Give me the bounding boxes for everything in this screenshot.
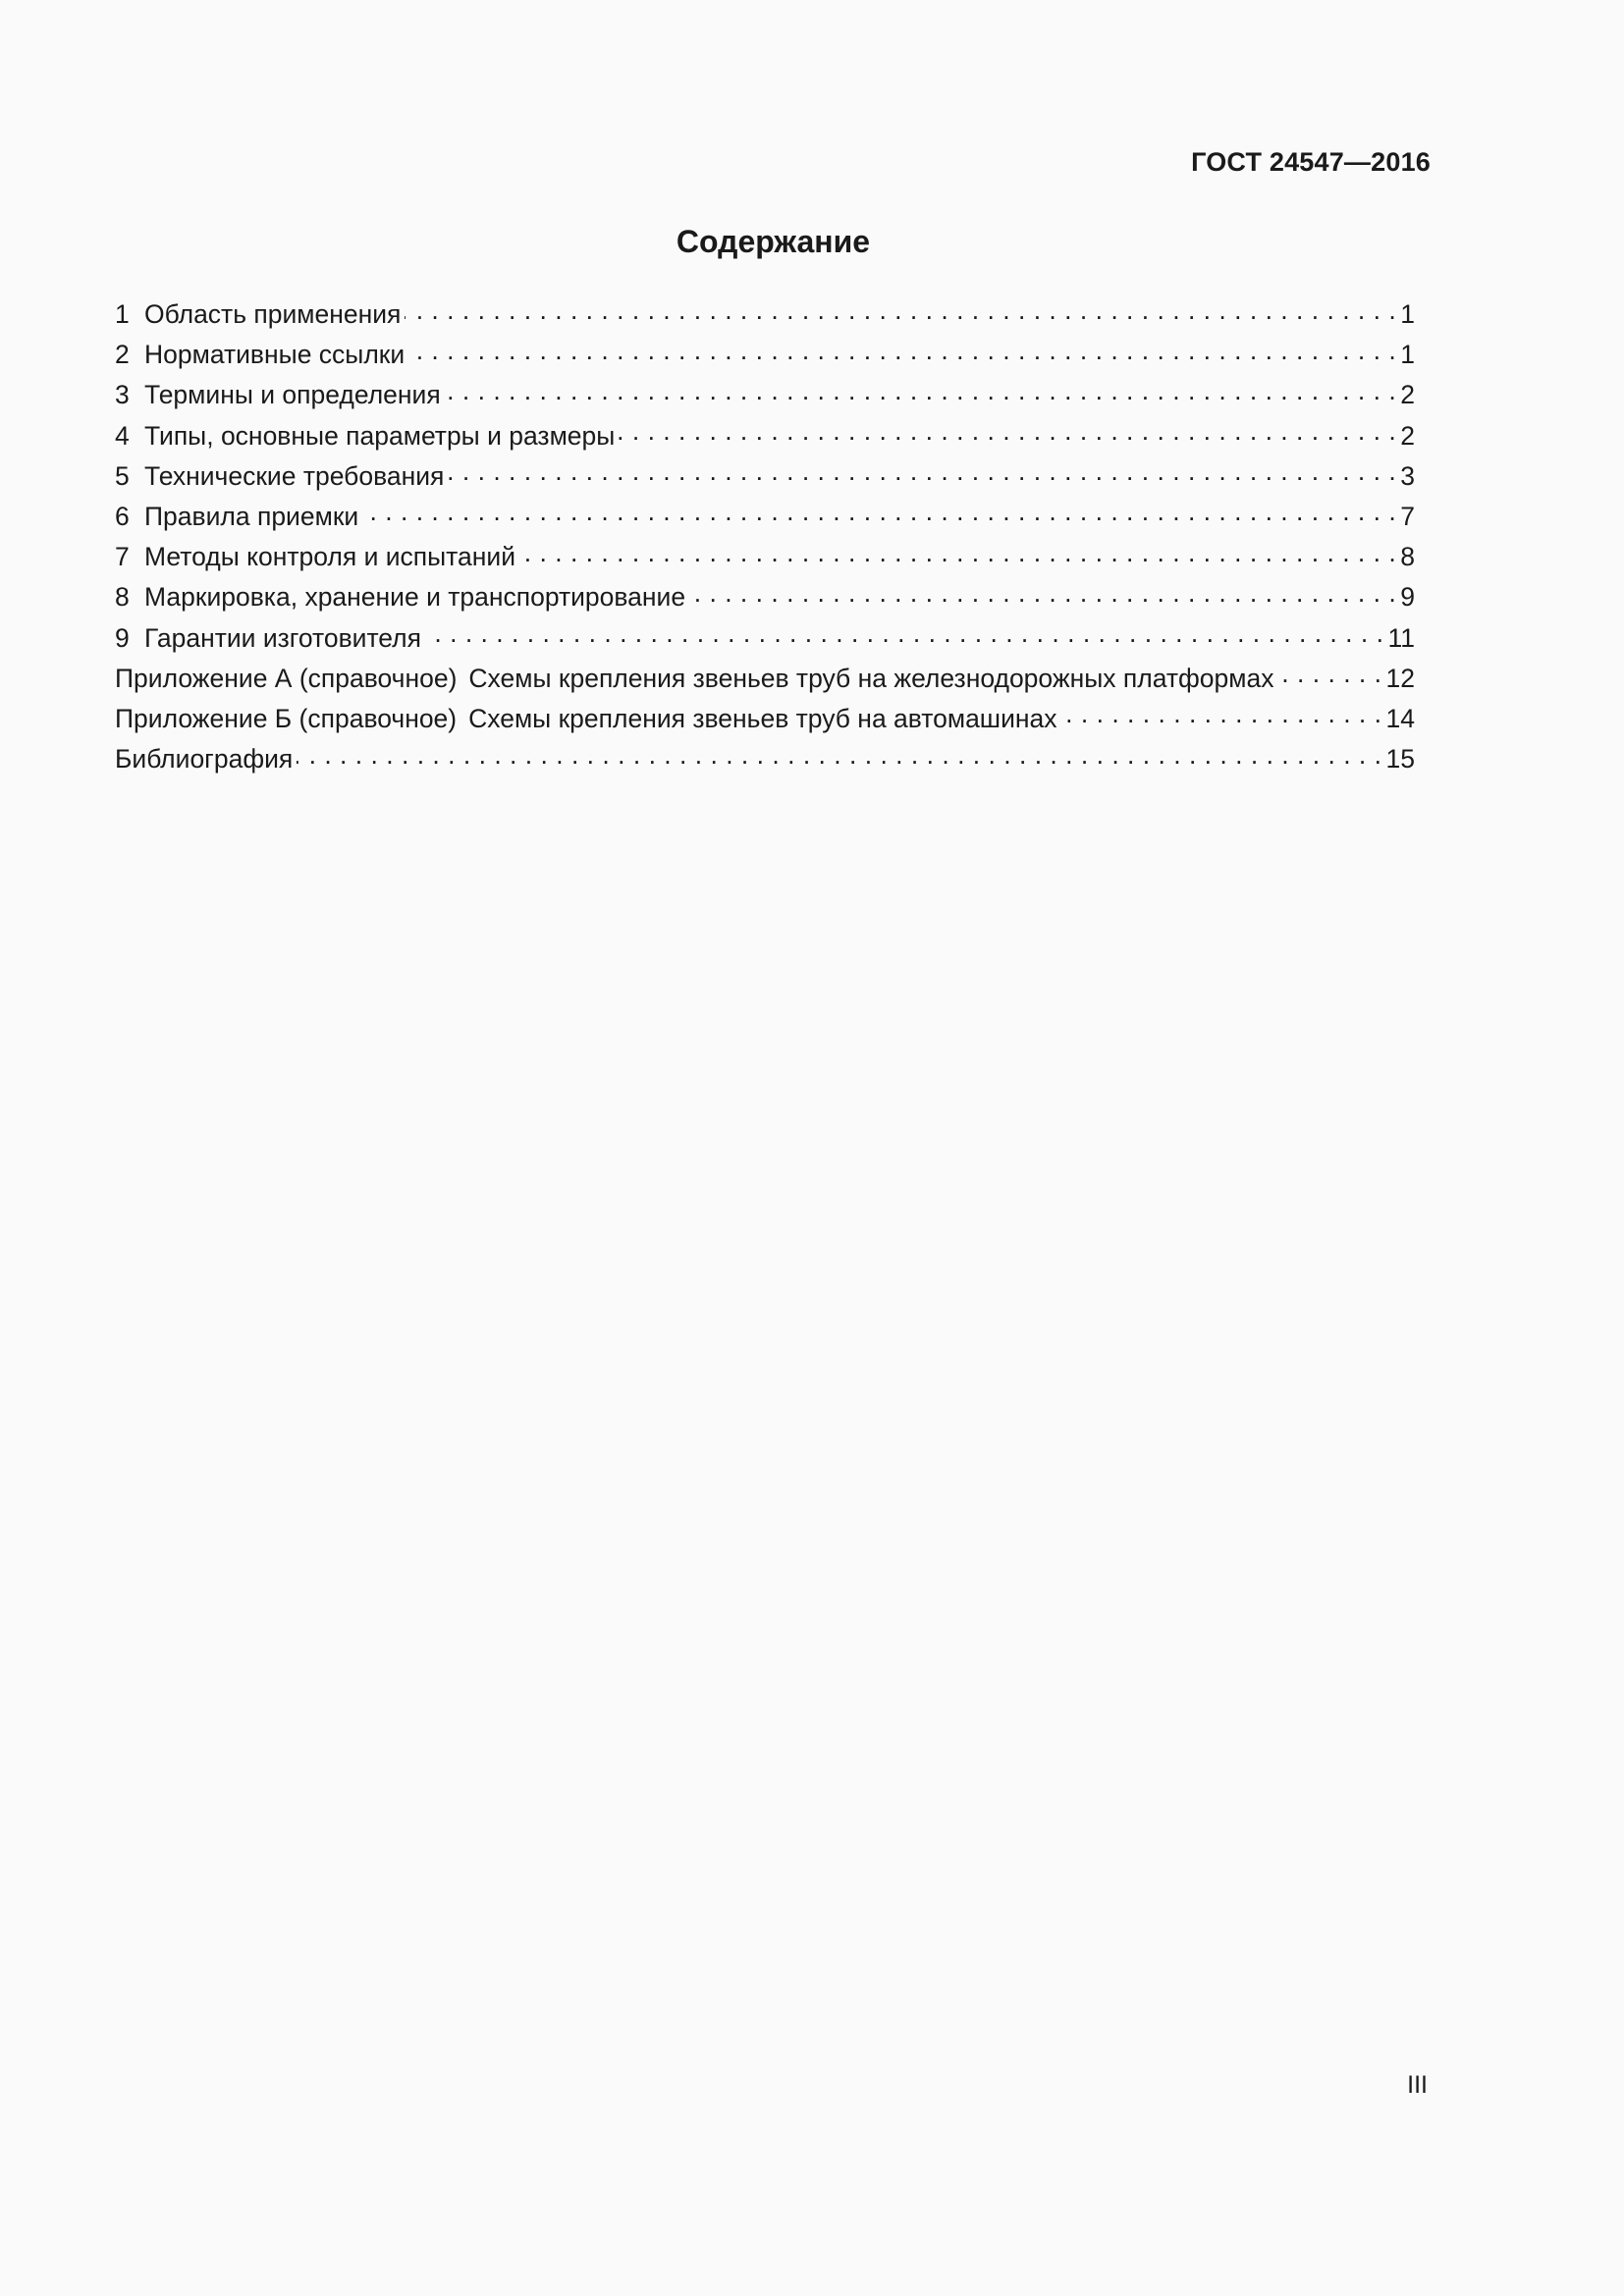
toc-entry-page: 15	[1385, 744, 1415, 774]
toc-entry-number: 7	[115, 542, 130, 572]
toc-entry-number: 8	[115, 582, 130, 613]
toc-appendix-title: Схемы крепления звеньев труб на железнодорожных платформах	[468, 663, 1274, 693]
toc-entry-label: Типы, основные параметры и размеры	[144, 420, 616, 451]
toc-entry[interactable]	[115, 577, 1415, 617]
toc-appendix-label: Приложение А (справочное)	[115, 663, 458, 693]
toc-entry-label: Термины и определения	[144, 380, 441, 410]
toc-leader-dots	[405, 297, 1396, 324]
toc-leader-dots	[297, 742, 1381, 769]
toc-appendix-entry[interactable]	[115, 699, 1415, 739]
toc-entry[interactable]	[115, 416, 1415, 456]
toc-entry-page: 1	[1400, 299, 1415, 329]
toc-entry-label: Нормативные ссылки	[144, 340, 406, 370]
toc-entry-number: 4	[115, 420, 130, 451]
toc-leader-dots	[1277, 661, 1381, 687]
toc-entry-page: 2	[1400, 420, 1415, 451]
toc-entry-number: 9	[115, 622, 130, 653]
toc-appendix-title: Схемы крепления звеньев труб на автомашинах	[468, 703, 1057, 733]
document-code: ГОСТ 24547—2016	[1191, 147, 1431, 177]
toc-entry[interactable]	[115, 618, 1415, 659]
toc-leader-dots	[445, 378, 1397, 404]
toc-entry-page: 12	[1385, 663, 1415, 693]
toc-leader-dots	[689, 580, 1396, 607]
toc-entry[interactable]	[115, 456, 1415, 497]
toc-entry-number: 5	[115, 460, 130, 491]
toc-entry-label: Методы контроля и испытаний	[144, 542, 516, 572]
toc-entry-page: 2	[1400, 380, 1415, 410]
toc-entry-page: 3	[1400, 460, 1415, 491]
toc-entry-label: Маркировка, хранение и транспортирование	[144, 582, 686, 613]
toc-entry-label: Правила приемки	[144, 501, 359, 531]
toc-entry[interactable]	[115, 335, 1415, 375]
toc-leader-dots	[408, 338, 1396, 364]
toc-entry-page: 9	[1400, 582, 1415, 613]
toc-appendix-label: Приложение Б (справочное)	[115, 703, 458, 733]
toc-entry-number: 6	[115, 501, 130, 531]
toc-leader-dots	[1061, 701, 1382, 727]
toc-entry[interactable]	[115, 497, 1415, 537]
toc-entry-page: 1	[1400, 340, 1415, 370]
toc-bibliography-entry[interactable]	[115, 739, 1415, 779]
toc-entry[interactable]	[115, 375, 1415, 415]
toc-leader-dots	[448, 458, 1396, 485]
toc-entry-label: Область применения	[144, 299, 402, 329]
toc-entry-number: 1	[115, 299, 130, 329]
toc-leader-dots	[619, 418, 1396, 445]
table-of-contents	[115, 294, 1415, 779]
toc-leader-dots	[362, 499, 1396, 525]
toc-entry-label: Гарантии изготовителя	[144, 622, 421, 653]
toc-entry-page: 14	[1385, 703, 1415, 733]
toc-entry[interactable]	[115, 537, 1415, 577]
toc-title: Содержание	[676, 224, 871, 259]
toc-entry[interactable]	[115, 294, 1415, 335]
toc-leader-dots	[519, 540, 1396, 566]
toc-entry-label: Библиография	[115, 744, 294, 774]
toc-entry-page: 7	[1400, 501, 1415, 531]
toc-appendix-entry[interactable]	[115, 659, 1415, 699]
toc-entry-page: 11	[1387, 622, 1415, 653]
toc-entry-number: 2	[115, 340, 130, 370]
toc-leader-dots	[425, 620, 1384, 647]
toc-entry-page: 8	[1400, 542, 1415, 572]
toc-entry-number: 3	[115, 380, 130, 410]
toc-entry-label: Технические требования	[144, 460, 445, 491]
page-number: III	[1407, 2071, 1428, 2099]
